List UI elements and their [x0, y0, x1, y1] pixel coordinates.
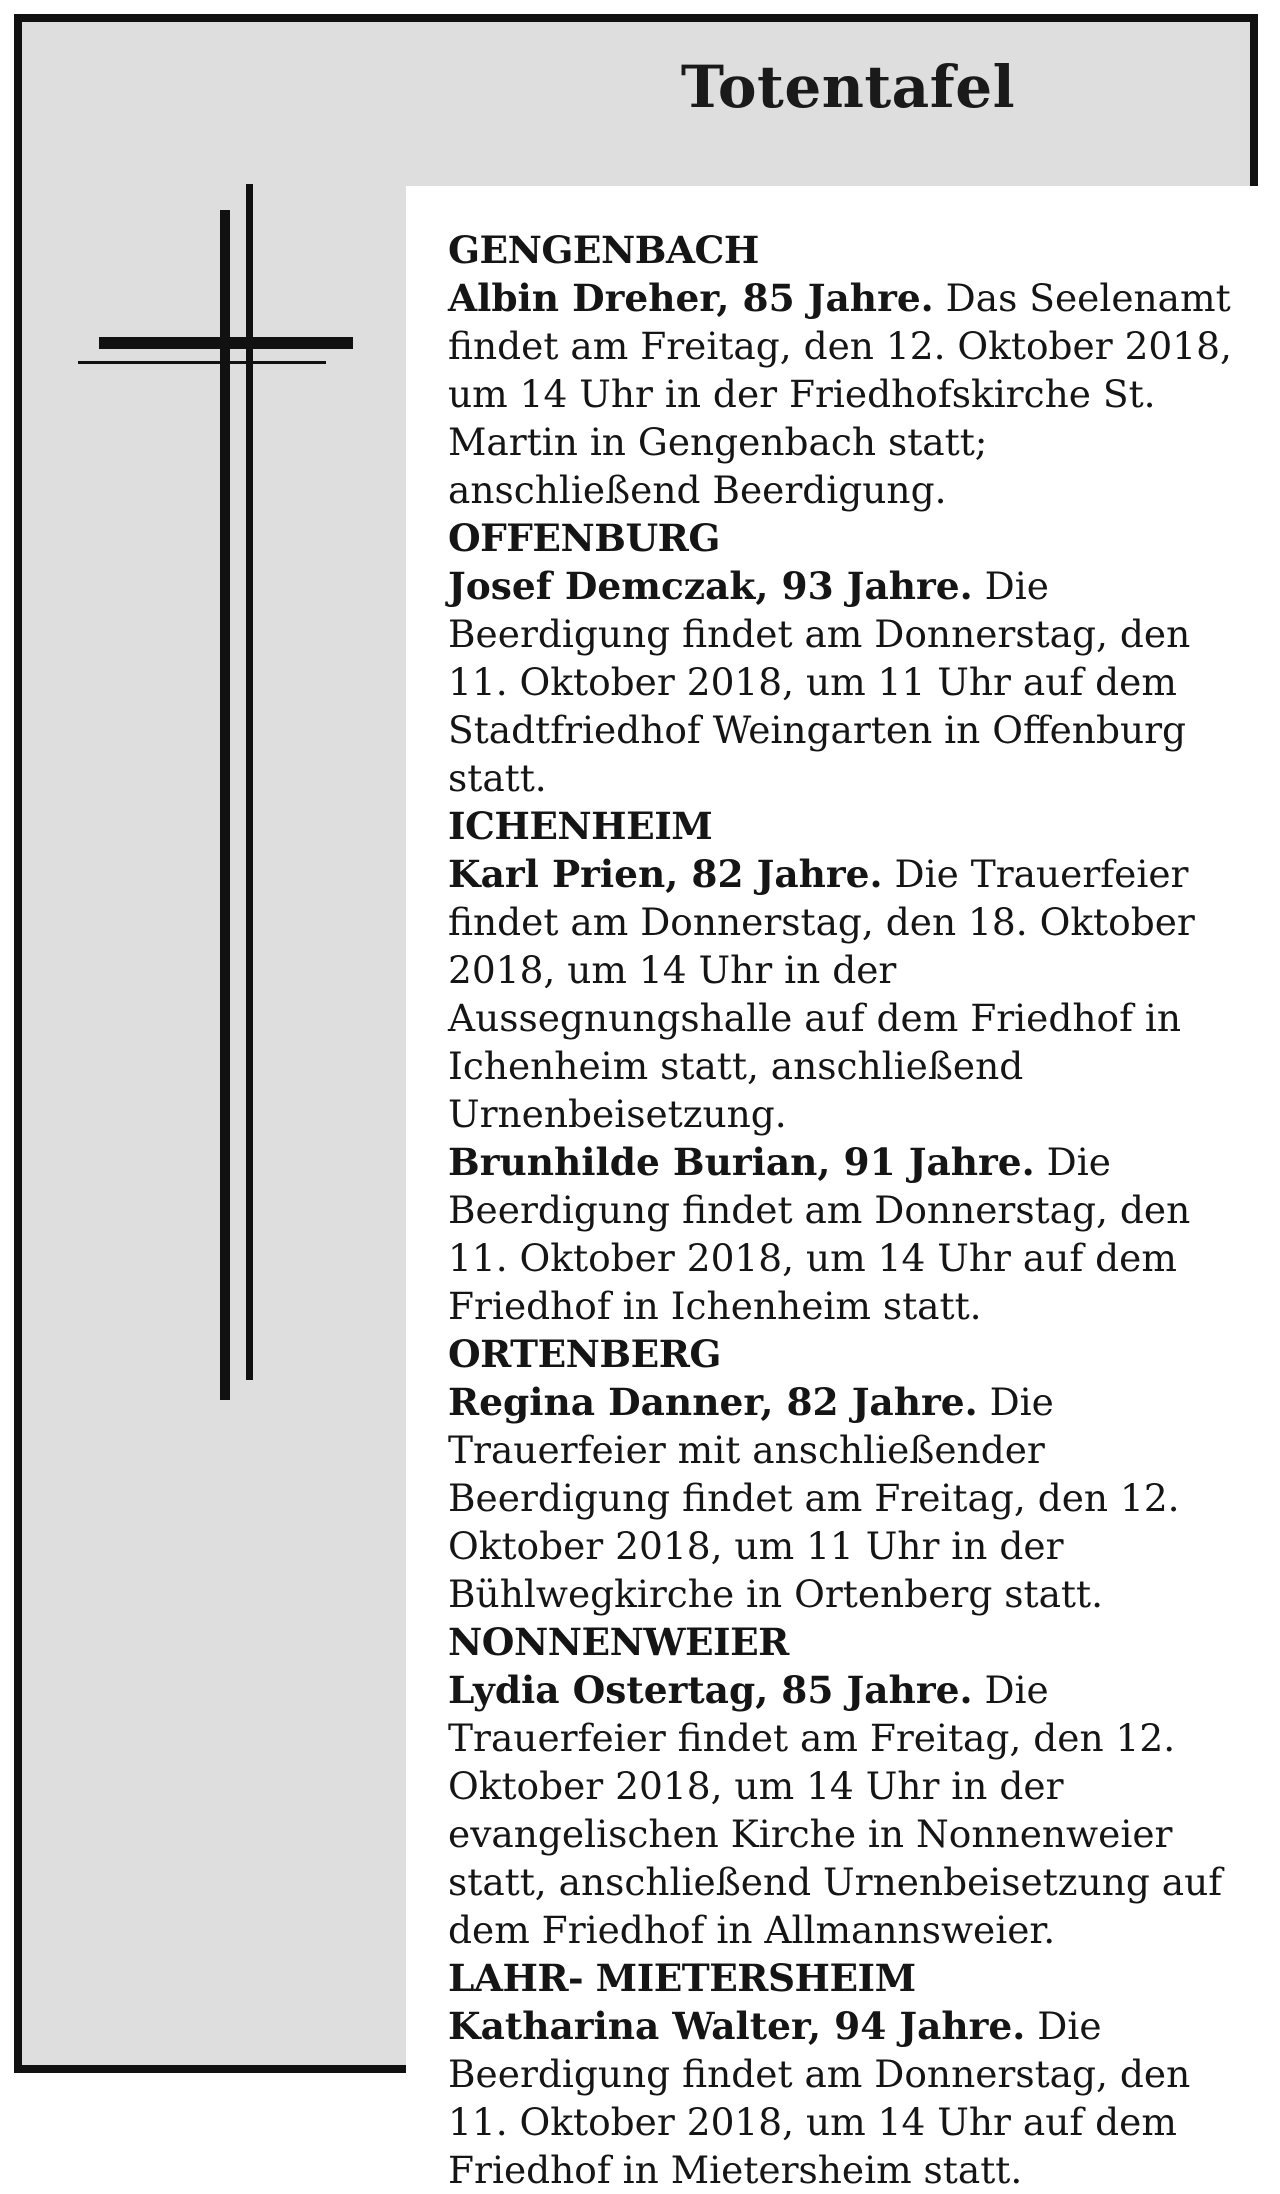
deceased-name: Josef Demczak, 93 Jahre. — [448, 564, 973, 608]
deceased-name: Lydia Ostertag, 85 Jahre. — [448, 1668, 973, 1712]
obituary-entry — [448, 2002, 1244, 2194]
obituary-entry — [448, 1666, 1244, 1954]
obituary-entry — [448, 1378, 1244, 1618]
service-details: Die Beerdigung findet am Donnerstag, den 11. Oktober 2018, um 11 Uhr auf dem Stadtfriedhof Weingarten in Offenburg statt. — [448, 564, 1191, 800]
page-title: Totentafel — [680, 53, 1016, 121]
place-heading: NONNENWEIER — [448, 1620, 789, 1664]
deceased-name: Brunhilde Burian, 91 Jahre. — [448, 1140, 1035, 1184]
obituary-frame — [14, 14, 1258, 2192]
section-ichenheim — [448, 802, 1244, 1330]
section-nonnenweier — [448, 1618, 1244, 1954]
service-details: Das Seelenamt findet am Freitag, den 12. Oktober 2018, um 14 Uhr in der Friedhofskirche St. Martin in Gengenbach statt; anschließend Beerdigung. — [448, 276, 1232, 512]
section-offenburg — [448, 514, 1244, 802]
obituary-entry — [448, 1138, 1244, 1330]
deceased-name: Katharina Walter, 94 Jahre. — [448, 2004, 1026, 2048]
deceased-name: Karl Prien, 82 Jahre. — [448, 852, 883, 896]
deceased-name: Regina Danner, 82 Jahre. — [448, 1380, 978, 1424]
place-heading: LAHR- MIETERSHEIM — [448, 1956, 916, 2000]
place-heading: OFFENBURG — [448, 516, 720, 560]
place-heading: GENGENBACH — [448, 228, 759, 272]
cross-icon — [62, 170, 382, 1410]
service-details: Die Trauerfeier findet am Freitag, den 12. Oktober 2018, um 14 Uhr in der evangelischen Kirche in Nonnenweier statt, anschließend Urnenbeisetzung auf dem Friedhof in Allmannsweier. — [448, 1668, 1223, 1952]
section-ortenberg — [448, 1330, 1244, 1618]
service-details: Die Beerdigung findet am Donnerstag, den 11. Oktober 2018, um 14 Uhr auf dem Friedhof in Mietersheim statt. — [448, 2004, 1191, 2192]
section-lahr-mietersheim — [448, 1954, 1244, 2194]
obituary-list — [448, 226, 1244, 2194]
section-gengenbach — [448, 226, 1244, 514]
service-details: Die Beerdigung findet am Donnerstag, den 11. Oktober 2018, um 14 Uhr auf dem Friedhof in Ichenheim statt. — [448, 1140, 1191, 1328]
service-details: Die Trauerfeier findet am Donnerstag, den 18. Oktober 2018, um 14 Uhr in der Aussegnungshalle auf dem Friedhof in Ichenheim statt, anschließend Urnenbeisetzung. — [448, 852, 1195, 1136]
obituary-entry — [448, 562, 1244, 802]
deceased-name: Albin Dreher, 85 Jahre. — [448, 276, 934, 320]
obituary-entry — [448, 850, 1244, 1138]
place-heading: ICHENHEIM — [448, 804, 713, 848]
service-details: Die Trauerfeier mit anschließender Beerdigung findet am Freitag, den 12. Oktober 2018, um 11 Uhr in der Bühlwegkirche in Ortenberg statt. — [448, 1380, 1180, 1616]
obituary-panel — [406, 186, 1274, 2192]
place-heading: ORTENBERG — [448, 1332, 721, 1376]
obituary-entry — [448, 274, 1244, 514]
